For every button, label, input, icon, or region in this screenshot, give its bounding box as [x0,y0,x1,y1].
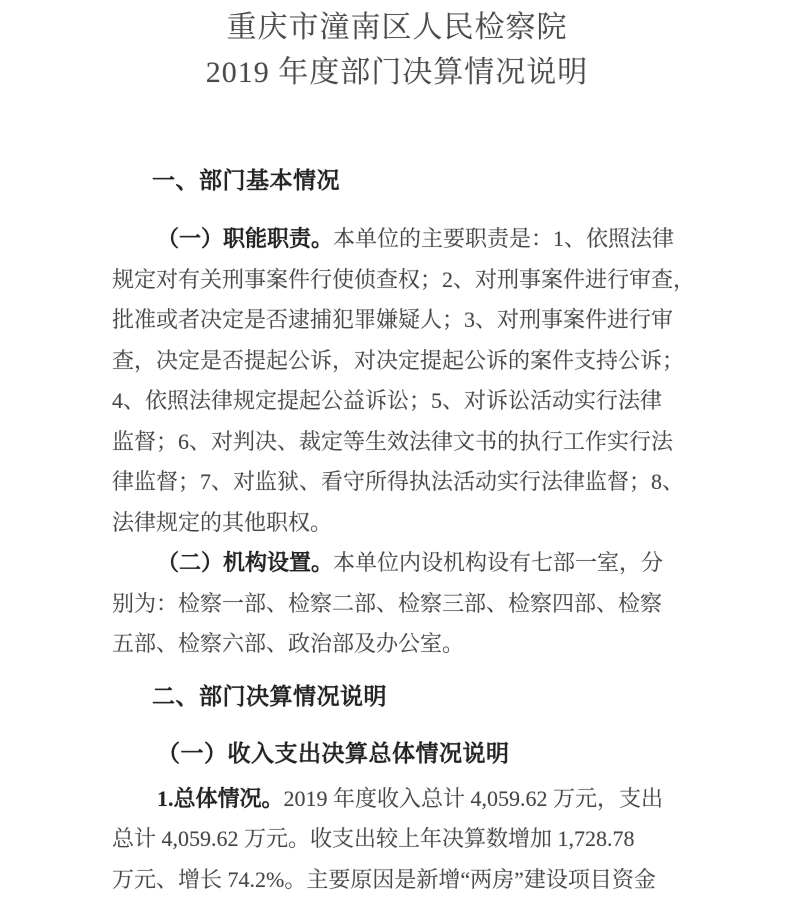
line-text: 法律规定的其他职权。 [112,509,333,535]
section-heading-basic-info: 一、部门基本情况 [152,168,340,193]
paragraph-line [112,779,688,820]
line-text: 监督；6、对判决、裁定等生效法律文书的执行工作实行法 [112,428,674,454]
line-text: 别为：检察一部、检察二部、检察三部、检察四部、检察 [112,590,663,616]
paragraph-line [112,503,688,544]
title-line-1: 重庆市潼南区人民检察院 [226,11,568,44]
line-bold-lead: （一）职能职责。 [157,226,334,251]
paragraph-line [112,422,688,463]
line-text: 批准或者决定是否逮捕犯罪嫌疑人；3、对刑事案件进行审 [112,307,674,332]
line-text: 律监督；7、对监狱、看守所得执法活动实行法律监督；8、 [112,469,685,494]
paragraph-line [112,219,688,260]
paragraph-line [112,381,688,422]
line-text: 五部、检察六部、政治部及办公室。 [112,631,465,656]
line-text: 总计 4,059.62 万元。收支出较上年决算数增加 1,728.78 [112,826,635,851]
paragraph-line [112,819,688,860]
section-heading-final-accounts: 二、部门决算情况说明 [152,683,387,709]
title-line-2: 2019 年度部门决算情况说明 [205,56,589,89]
paragraph-line [112,260,696,301]
paragraph-line [112,624,688,665]
line-text: 规定对有关刑事案件行使侦查权；2、对刑事案件进行审查， [112,266,696,292]
line-text: 万元、增长 74.2%。主要原因是新增“两房”建设项目资金 [112,866,656,892]
line-text: 4、依照法律规定提起公益诉讼；5、对诉讼活动实行法律 [112,388,663,413]
line-text: 本单位内设机构设有七部一室，分 [333,550,664,575]
line-text: 2019 年度收入总计 4,059.62 万元，支出 [283,785,664,811]
paragraph-line [112,341,688,382]
line-bold-lead: 1.总体情况。 [157,785,284,811]
line-text: 本单位的主要职责是：1、依照法律 [333,226,675,251]
subsection-heading-income-expenditure: （一）收入支出决算总体情况说明 [157,740,510,766]
paragraph-line [112,860,688,901]
paragraph-line [112,543,688,584]
line-bold-lead: （二）机构设置。 [157,550,334,575]
document-body [112,166,696,900]
document-title-block [0,0,794,95]
paragraph-duties [112,219,696,543]
paragraph-organization [112,543,688,665]
line-text: 查，决定是否提起公诉，对决定提起公诉的案件支持公诉； [112,347,685,373]
paragraph-line [112,462,688,503]
paragraph-overall-situation [112,779,688,901]
paragraph-line [112,300,688,341]
paragraph-line [112,584,688,625]
